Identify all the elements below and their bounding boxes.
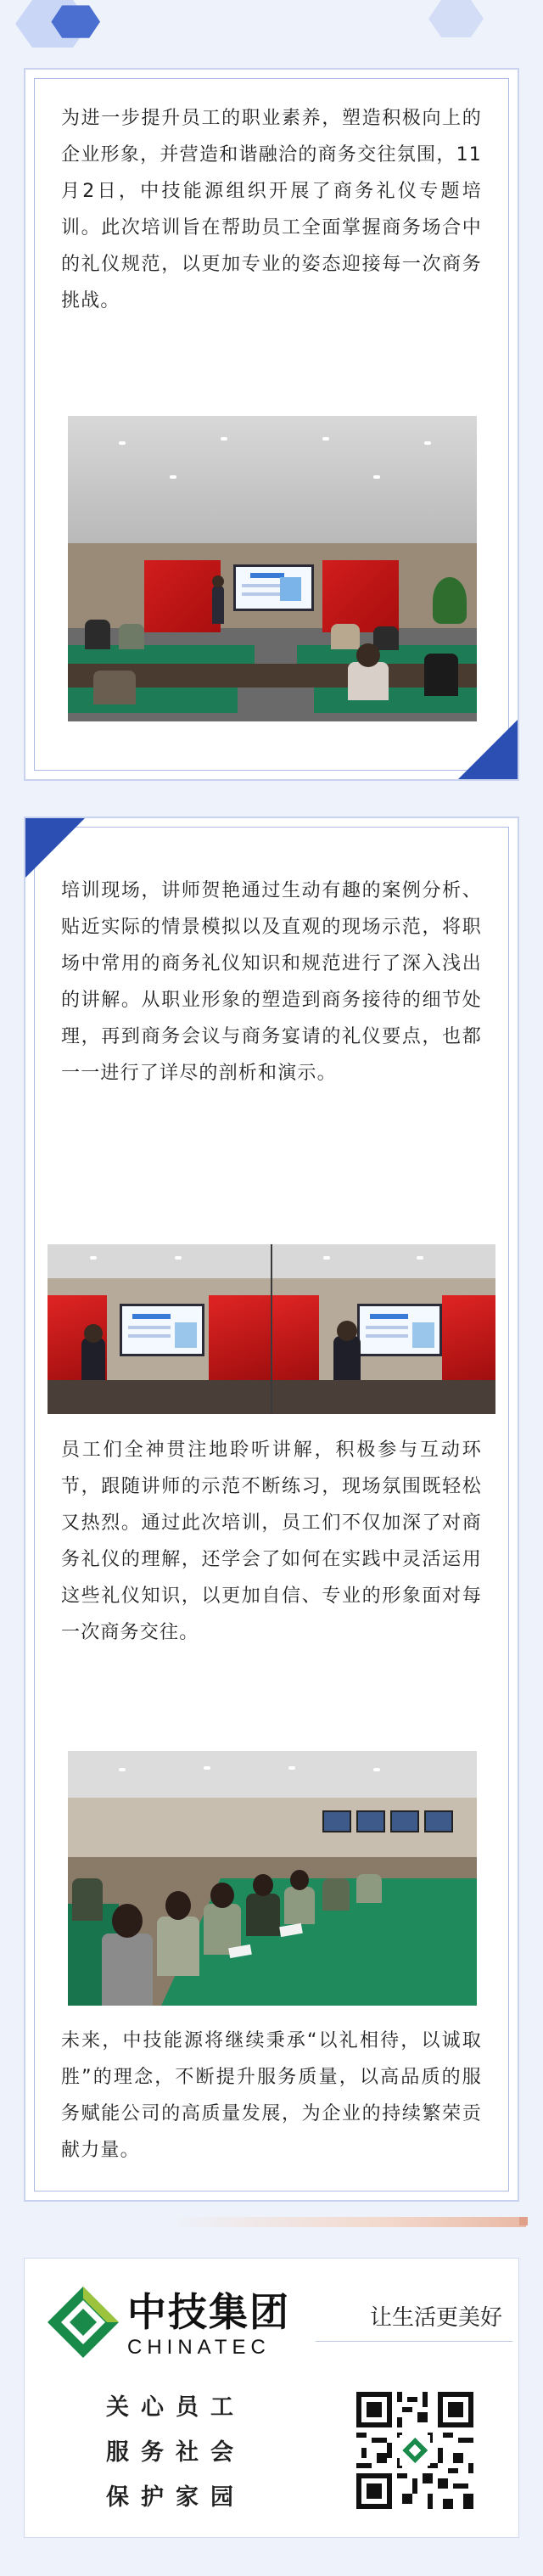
brand-name-cn: 中技集团 xyxy=(127,2289,290,2335)
training-photo-2 xyxy=(48,1244,495,1414)
corner-triangle-icon xyxy=(458,720,518,779)
slogan-serve-society: 服务社会 xyxy=(106,2439,245,2466)
tagline-underline xyxy=(316,2341,512,2342)
slogan-care-employees: 关心员工 xyxy=(106,2394,245,2421)
brand-name-en: CHINATEC xyxy=(127,2336,271,2359)
hexagon-decoration-icon xyxy=(15,0,126,51)
training-photo-1 xyxy=(68,416,477,721)
participation-paragraph: 员工们全神贯注地聆听讲解，积极参与互动环节，跟随讲师的示范不断练习，现场氛围既轻松又热烈。通过此次培训，员工们不仅加深了对商务礼仪的理解，还学会了如何在实践中灵活运用这些礼仪知识，以更加自信、专业的形象面对每一次商务交往。 xyxy=(61,1440,482,1643)
intro-paragraph: 为进一步提升员工的职业素养，塑造积极向上的企业形象，并营造和谐融洽的商务交往氛围，11月2日，中技能源组织开展了商务礼仪专题培训。此次培训旨在帮助员工全面掌握商务场合中的礼仪规范，以更加专业的姿态迎接每一次商务挑战。 xyxy=(61,108,482,311)
qr-code-icon xyxy=(351,2387,479,2514)
section-divider xyxy=(170,2217,526,2227)
chinatec-logo-icon xyxy=(44,2283,122,2361)
slogan-protect-home: 保护家园 xyxy=(106,2484,245,2511)
future-paragraph: 未来，中技能源将继续秉承“以礼相待，以诚取胜”的理念，不断提升服务质量，以高品质的服务赋能公司的高质量发展，为企业的持续繁荣贡献力量。 xyxy=(61,2030,482,2161)
tagline: 让生活更美好 xyxy=(370,2305,503,2331)
corner-triangle-icon xyxy=(25,818,85,878)
hexagon-decoration-icon xyxy=(428,0,496,42)
divider-dot xyxy=(519,2217,528,2225)
slogan-list xyxy=(106,2385,245,2520)
training-photo-3 xyxy=(68,1751,477,2006)
training-paragraph: 培训现场，讲师贺艳通过生动有趣的案例分析、贴近实际的情景模拟以及直观的现场示范，将职场中常用的商务礼仪知识和规范进行了深入浅出的讲解。从职业形象的塑造到商务接待的细节处理，再到商务会议与商务宴请的礼仪要点，也都一一进行了详尽的剖析和演示。 xyxy=(61,880,482,1084)
